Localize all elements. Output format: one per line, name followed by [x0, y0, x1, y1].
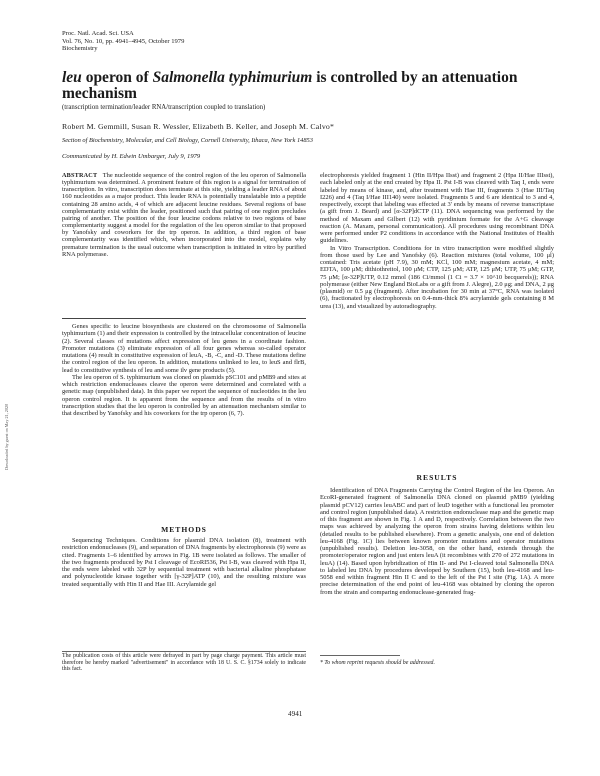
download-watermark: Downloaded by guest on May 21, 2020	[4, 403, 9, 470]
in-vitro-transcription: In Vitro Transcription. Conditions for in vitro transcription were modified slightly from those used by Lee and Yanofsky (6). Reaction mixtures (total volume, 100 μl) contained: Tris acetate (pH 7.9), 30 mM; KCl, 100 mM; magnesium acetate, 4 mM; EDTA, 100 μM; dithiothreitol, 100 μM; CTP, 125 μM; ATP, 125 μM; UTP, 75 μM; GTP, 75 μM; [α-32P]UTP, 0.12 mmol (186 Ci/mmol (1 Ci = 3.7 × 10^10 becquerels)); RNA polymerase (either New England BioLabs or a gift from J. Alegre), 2.0 μg; and DNA, 2 μg (plasmid) or 0.5 μg (fragment). After incubation for 30 min at 37°C, RNA was isolated (6), fractionated by electrophoresis on 0.4-mm-thick 8% acrylamide gels containing 8 M urea (13), and visualized by autoradiography.	[320, 244, 554, 310]
abstract-heading: ABSTRACT	[62, 172, 98, 179]
journal-volume: Vol. 76, No. 10, pp. 4941–4945, October 1979	[62, 37, 185, 45]
journal-name: Proc. Natl. Acad. Sci. USA	[62, 30, 134, 37]
results-heading: RESULTS	[416, 473, 458, 482]
methods-paragraph: Sequencing Techniques. Conditions for plasmid DNA isolation (8), treatment with restriction endonucleases (9), and separation of DNA fragments by electrophoresis (9) were as cited. Fragments 1–6 identified by arrows in Fig. 1B were isolated as follows. The smaller of the two fragments produced by Pst I cleavage of EcoRI536, Pst I-B, was cleaved with Hpa II, the ends were labeled with 32P by sequential treatment with bacterial alkaline phosphatase and polynucleotide kinase together with [γ-32P]ATP (10), and the resulting mixture was treated sequentially with Hin II and Hae III. Acrylamide gel	[62, 537, 306, 588]
communicated-by: Communicated by H. Edwin Umbarger, July 9, 1979	[62, 153, 201, 160]
intro-paragraph: The leu operon of S. typhimurium was cloned on plasmids pSC101 and pMB9 and sites at which restriction endonucleases cleave the operon were determined and correlated with a genetic map (unpublished data). In this paper we report the sequence of nucleotides in the leu operon control region. It is apparent from the sequence and from the results of in vitro transcription studies that the leu operon is controlled by an attenuation mechanism similar to that described by Yanofsky and his coworkers for the trp operon (6, 7).	[62, 373, 306, 417]
intro-paragraph: Genes specific to leucine biosynthesis are clustered on the chromosome of Salmonella typhimurium (1) and their expression is controlled by the intracellular concentration of leucine (2). Several classes of mutations affect expression of leu genes in a coordinate fashion. Promoter mutations (3) eliminate expression of all four genes whereas so-called operator mutations (4) result in constitutive expression of leuA, -B, -C, and -D. These mutations define the control region of the leu operon. In addition, mutations unlinked to leu, to leuS and flrB, lead to constitutive synthesis of leu and some ilv gene products (5).	[62, 323, 306, 374]
right-column-methods	[320, 172, 554, 310]
reprint-footnote: * To whom reprint requests should be addressed.	[320, 660, 435, 666]
footnote-divider	[62, 651, 306, 652]
abstract	[62, 172, 306, 258]
abstract-divider	[62, 318, 306, 319]
journal-section: Biochemistry	[62, 45, 98, 53]
title-leu: leu	[62, 69, 82, 86]
affiliation: Section of Biochemistry, Molecular, and Cell Biology, Cornell University, Ithaca, New York 14853	[62, 137, 313, 144]
journal-header	[62, 30, 184, 53]
page-number: 4941	[288, 710, 303, 718]
methods-heading: METHODS	[161, 525, 207, 534]
publication-footnote: The publication costs of this article were defrayed in part by page charge payment. This article must therefore be hereby marked "advertisement" in accordance with 18 U. S. C. §1734 solely to indicate this fact.	[62, 653, 306, 673]
methods-section	[62, 537, 306, 588]
results-paragraph: Identification of DNA Fragments Carrying the Control Region of the leu Operon. An EcoRI-generated fragment of Salmonella DNA cloned on plasmid pMB9 (yielding plasmid pCV12) carries leuABC and part of leuD together with a functional leu promoter and control region (unpublished data). A restriction endonuclease map and the genetic map of this fragment are shown in Fig. 1 A and D, respectively. Correlation between the two maps was achieved by analyzing the operon from strains having deletions within leu (detailed results to be published elsewhere). From a genetic analysis, one end of deletion leu-4168 (Fig. 1C) lies between known promoter mutations and operator mutations (unpublished results). Deletion leu-3058, on the other hand, extends through the promoter/operator region and just enters leuA (it recombines with 270 of 272 mutations in leuA) (14). Based upon hybridization of Hin II- and Pst I-cleaved total Salmonella DNA to labeled leu DNA by procedures developed by Southern (15), both leu-4168 and leu-5058 end within fragment Hin II C and to the left of the Pst I site (Fig. 1A). A more precise determination of the end point of leu-4168 was obtained by cloning the operon from the strain and comparing endonuclease-generated frag-	[320, 487, 554, 596]
introduction	[62, 323, 306, 417]
reprint-divider	[320, 655, 400, 656]
article-title	[62, 70, 542, 102]
methods-continued: electrophoresis yielded fragment 1 (Hin II/Hpa IIsst) and fragment 2 (Hpa II/Hae IIIsst), each labeled only at the end created by Hpa II. Pst I-B was cleaved with Taq I, ends were labeled by means of kinase, and, after treatment with Hae III, fragments 3 (Hae III/Taq I226) and 4 (Taq I/Hae III140) were isolated. Fragments 5 and 6 are identical to 3 and 4, respectively, except that labeling was effected at 3' ends by means of reverse transcriptase (a gift from J. Beard) and [α-32P]dCTP (11). DNA sequencing was performed by the method of Maxam and Gilbert (12) with pyridinium formate for the A+G cleavage reaction (A. Maxam, personal communication). All procedures using recombinant DNA were performed under P2 conditions in accordance with the National Institutes of Health guidelines.	[320, 172, 554, 245]
title-rest: is controlled by an attenuation mechanism	[62, 69, 518, 102]
authors: Robert M. Gemmill, Susan R. Wessler, Elizabeth B. Keller, and Joseph M. Calvo*	[62, 122, 335, 131]
title-organism: Salmonella typhimurium	[152, 69, 313, 86]
title-mid: operon of	[81, 69, 153, 86]
results-section	[320, 487, 554, 596]
keywords: (transcription termination/leader RNA/transcription coupled to translation)	[62, 104, 266, 111]
abstract-text: The nucleotide sequence of the control region of the leu operon of Salmonella typhimurium was determined. A prominent feature of this region is a signal for termination of transcription. In vitro, transcription does terminate at this site, yielding a leader RNA of about 160 nucleotides as a major product. This leader RNA is potentially translatable into a peptide containing 28 amino acids, 4 of which are adjacent leucine residues. Several regions of base complementarity exist within the leader, positioned such that pairing of one region precludes pairing of another. The position of the four leucine codons relative to two regions of base complementarity suggest a model for the regulation of the leu operon similar to that proposed by Yanofsky and coworkers for the trp operon. In addition, a third region of base complementarity was identified which, when incorporated into the model, explains why premature termination is the usual outcome when transcription is initiated in vitro by purified RNA polymerase.	[62, 172, 306, 258]
